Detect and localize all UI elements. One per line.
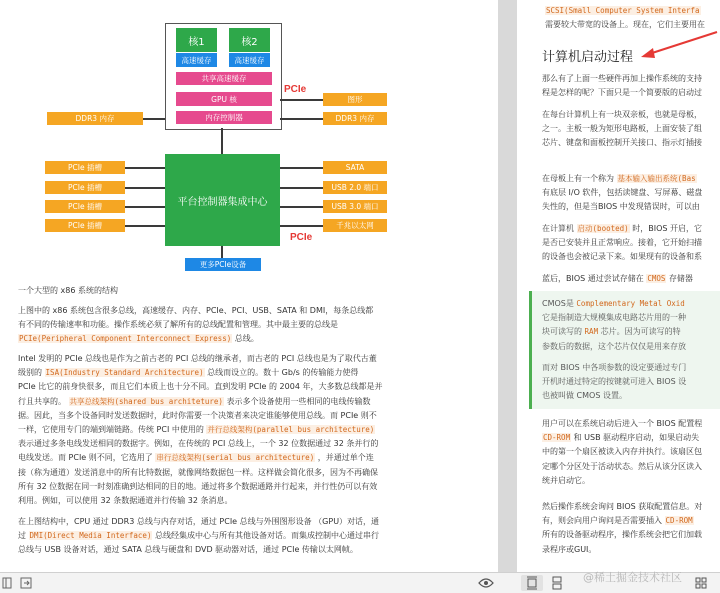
scroll-mode-icon[interactable] xyxy=(548,575,566,591)
sata-box: SATA xyxy=(323,161,387,174)
memory-controller-box: 内存控制器 xyxy=(176,111,272,124)
rp-para-6: 用户可以在系统启动后进入一个 BIOS 配置程 CD-ROM 和 USB 驱动程序启动，如果启动失 中的第一个扇区被读入内存并执行。该扇区包 定哪个分区处于活动状态。然后从该分区读入 统并启动它。 xyxy=(542,419,703,485)
pcie-label-top: PCIe xyxy=(284,84,307,95)
pcie-label-bottom: PCIe xyxy=(290,232,313,243)
pcie-slot-3: PCIe 插槽 xyxy=(45,200,125,213)
rp-para-5: 蓝后，BIOS 通过尝试存储在 CMOS 存储器 xyxy=(542,274,693,283)
grid-view-icon[interactable] xyxy=(692,575,710,591)
left-slot-link-2 xyxy=(125,187,165,189)
more-pcie-link xyxy=(221,246,223,258)
left-slot-link-3 xyxy=(125,206,165,208)
usb2-box: USB 2.0 端口 xyxy=(323,181,387,194)
rp-para-2: 在每台计算机上有一块双亲板，也就是母板， 之一。主板一般为矩形电路板，上面安装了组 芯片、键盘和面板控制开关接口、指示灯插接 xyxy=(542,110,702,148)
cpu-pch-link xyxy=(221,128,223,154)
shared-cache-box: 共享高速缓存 xyxy=(176,72,272,85)
callout-text-1: CMOS是 Complementary Metal Oxid 它是指制造大规模集成电路芯片用的一种 块可读写的 RAM 芯片。因为可读写的特 参数后的数据，这个芯片仅仅是用来存放 xyxy=(542,299,686,351)
right-page xyxy=(517,0,720,572)
collapse-left-icon[interactable] xyxy=(0,575,14,591)
more-pcie-box: 更多PCIe设备 xyxy=(185,258,261,271)
diagram-caption: 一个大型的 x86 系统的结构 xyxy=(18,286,118,295)
x86-system-diagram xyxy=(0,0,498,280)
core2-box: 核2 xyxy=(229,28,270,52)
page-layout-icon[interactable] xyxy=(521,575,543,591)
expand-arrow-icon[interactable] xyxy=(18,575,34,591)
paragraph-3: 在上图结构中，CPU 通过 DDR3 总线与内存对话，通过 PCIe 总线与外围图形设备 （GPU）对话，通 过 DMI(Direct Media Interface) 总线经集成中心与所有其他设备对话。而集成控制中心通过串行 总线与 USB 设备对话，通过 SATA 总线与硬盘和 DVD 驱动器对话，通过 PCIe 传输以太网帧。 xyxy=(18,517,380,555)
rp-para-7: 然后操作系统会询问 BIOS 获取配置信息。对 有，则会向用户询问是否需要插入 CD-ROM 所有的设备驱动程序，操作系统会把它们加载 录程序或GUI。 xyxy=(542,502,703,554)
rp-para-1: 那么有了上面一些硬件再加上操作系统的支持 程是怎样的呢？下面只是一个简要版的启动过 xyxy=(542,74,702,98)
left-slot-link-4 xyxy=(125,225,165,227)
ddr3-right-link xyxy=(280,118,323,120)
callout-text-2: 而对 BIOS 中各项参数的设定要通过专门 开机时通过特定的按键就可进入 BIOS 设 也被叫做 CMOS 设置。 xyxy=(542,363,687,401)
rp-para-3: 在母板上有一个称为 基本输入输出系统(Bas 有底层 I/O 软件，包括读键盘、写屏幕、磁盘 失性的，但是当BIOS 中发现错误时，可以由 xyxy=(542,174,703,212)
core1-cache: 高速缓存 xyxy=(176,53,217,67)
paragraph-1: 上图中的 x86 系统包含很多总线，高速缓存、内存、PCIe、PCI、USB、SATA 和 DMI，每条总线都 有不同的传输速率和功能。操作系统必须了解所有的总线配置和管理。其中最主要的总线是 PCIe(Peripheral Component Interconnect Express) 总线。 xyxy=(18,306,374,344)
rp-para-4: 在计算机 启动(booted) 时，BIOS 开启，它 是否已安装并且正常响应。接着，它开始扫描 的设备也会被记录下来。如果现有的设备和系 xyxy=(542,224,702,262)
graphics-box: 图形 xyxy=(323,93,387,106)
right-item-link-3 xyxy=(280,206,323,208)
eye-view-icon[interactable] xyxy=(476,575,496,591)
usb3-box: USB 3.0 端口 xyxy=(323,200,387,213)
graphics-link xyxy=(280,99,323,101)
right-item-link-1 xyxy=(280,167,323,169)
red-arrow-annotation xyxy=(635,28,720,62)
core1-box: 核1 xyxy=(176,28,217,52)
right-item-link-4 xyxy=(280,225,323,227)
right-item-link-2 xyxy=(280,187,323,189)
pcie-slot-2: PCIe 插槽 xyxy=(45,181,125,194)
ddr3-left-box: DDR3 内存 xyxy=(47,112,143,125)
watermark: @稀土掘金技术社区 xyxy=(583,571,682,584)
ddr3-left-link xyxy=(143,118,165,120)
paragraph-2: Intel 发明的 PCIe 总线也是作为之前古老的 PCI 总线的继承者，而古老的 PCI 总线也是为了取代古董 级别的 ISA(Industry Standard Architecture) 总线而设立的。数十 Gb/s 的传输能力使得 PCIe 比它的前身快很多，而且它们本质上也十分不同。直到发明 PCIe 的 2004 年，大多数总线都是并 行且共享的。 共享总线架构(shared bus architeture) 表示多个设备使用一些相同的电线传输数 据。因此，当多个设备同时发送数据时，此时你需要一个决策者来决定谁能够使用总线。而 PCIe 则不 一样，它使用专门的端到端链路。传统 PCI 中使用的 并行总线架构(parallel bus architecture) 表示通过多条电线发送相同的数据字。例如，在传统的 PCI 总线上，一个 32 位数据通过 32 条并行的 电线发送。而 PCIe 则不同，它选用了 串行总线架构(serial bus architecture) ，并通过单个连 接（称为通道）发送消息中的所有比特数据，就像网络数据包一样。这样做会简化很多，因为不再确保 所有 32 位数据在同一时刻准确到达相同的目的地。通过将多个数据通路并行起来，并行性仍可以有效 利用。例如，可以使用 32 条数据通道并行传输 32 条消息。 xyxy=(18,354,383,506)
pcie-slot-1: PCIe 插槽 xyxy=(45,161,125,174)
core2-cache: 高速缓存 xyxy=(229,53,270,67)
cmos-callout xyxy=(529,291,720,409)
section-title: 计算机启动过程 xyxy=(542,50,634,65)
gpu-core-box: GPU 核 xyxy=(176,92,272,106)
rp-top: SCSI(Small Computer System Interfa 需要较大带宽的设备上。现在，它们主要用在 xyxy=(545,6,705,30)
pcie-slot-4: PCIe 插槽 xyxy=(45,219,125,232)
ddr3-right-box: DDR3 内存 xyxy=(323,112,387,125)
pch-box: 平台控制器集成中心 xyxy=(165,154,280,246)
gigabit-ethernet-box: 千兆以太网 xyxy=(323,219,387,232)
left-slot-link-1 xyxy=(125,167,165,169)
